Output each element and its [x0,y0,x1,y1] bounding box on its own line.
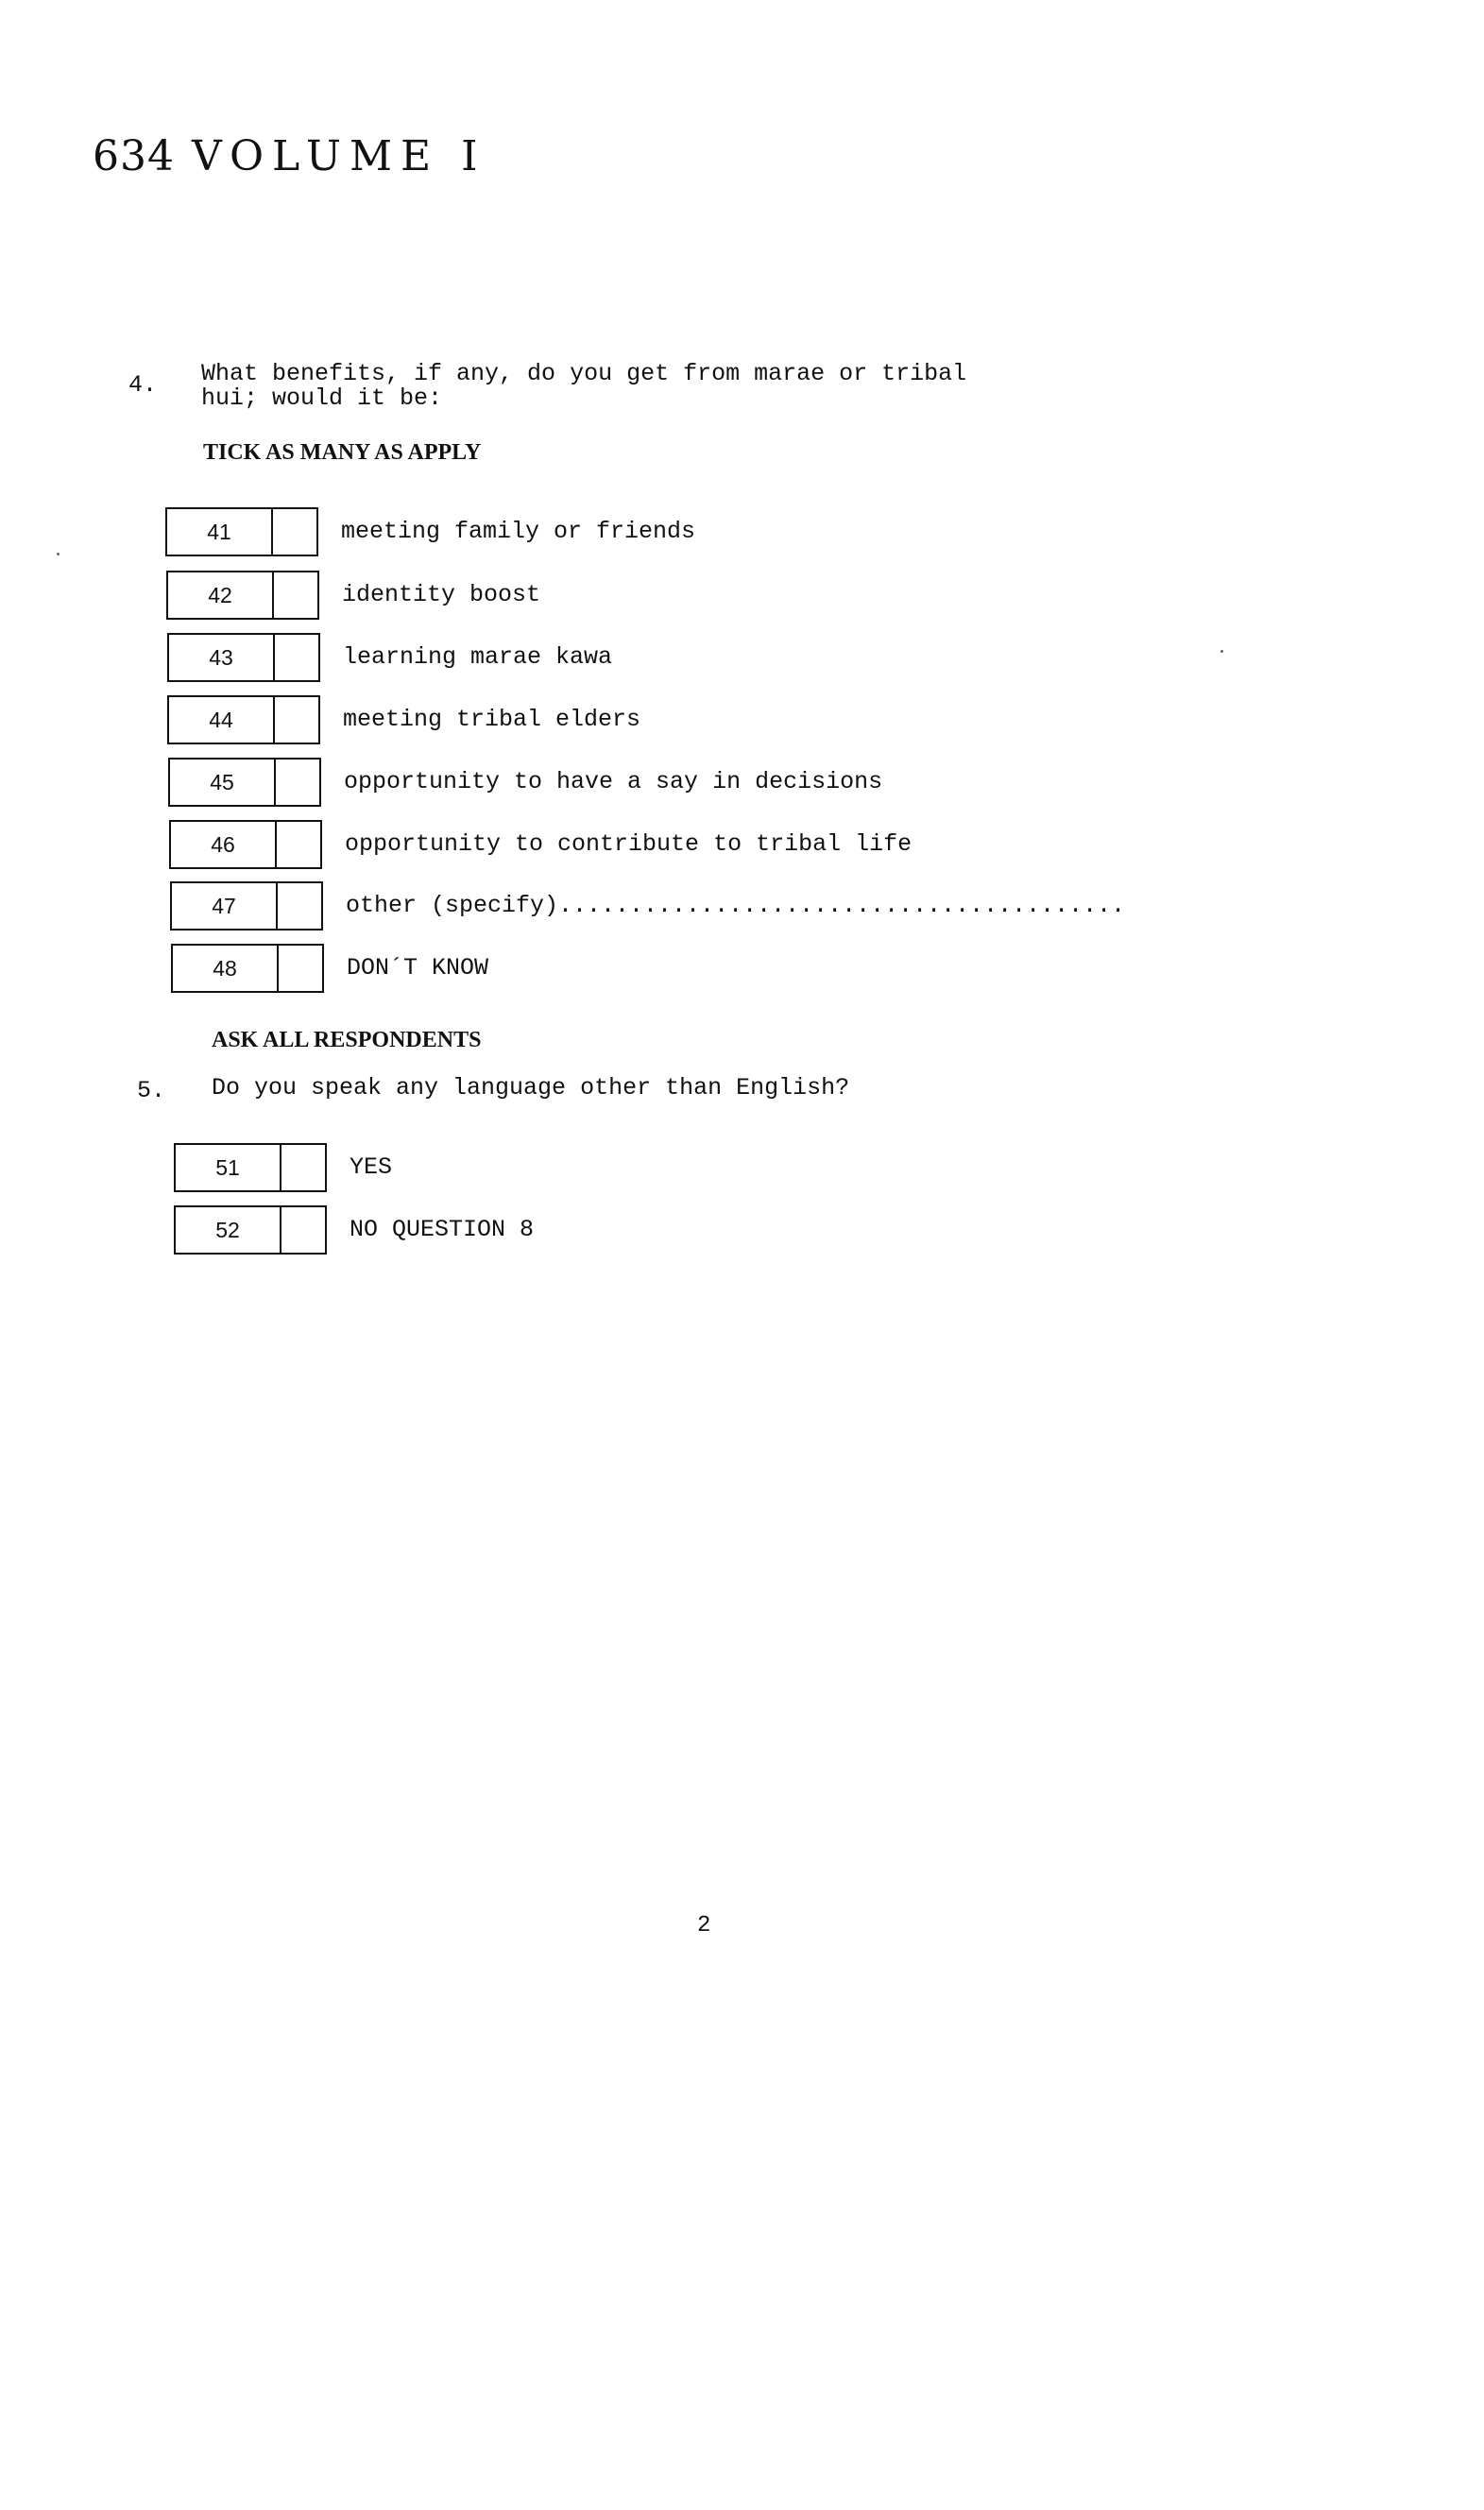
option-label: meeting family or friends [341,518,696,545]
code-box[interactable] [171,944,324,993]
code-number: 51 [176,1145,281,1190]
option-label: opportunity to have a say in decisions [344,768,883,795]
tick-checkbox[interactable] [276,760,319,805]
scan-speck [57,553,60,555]
option-44[interactable] [167,694,640,745]
code-number: 46 [171,822,277,867]
question-5-number: 5. [137,1077,166,1104]
option-42[interactable] [166,570,540,621]
option-label: opportunity to contribute to tribal life [345,830,913,858]
option-label: learning marae kawa [343,643,613,671]
code-box[interactable] [174,1143,327,1192]
code-box[interactable] [167,633,320,682]
option-52[interactable] [174,1204,534,1255]
tick-checkbox[interactable] [281,1207,325,1253]
code-number: 42 [168,572,274,618]
option-47[interactable] [170,880,1125,931]
option-51[interactable] [174,1142,392,1193]
code-box[interactable] [169,820,322,869]
code-box[interactable] [166,571,319,620]
option-43[interactable] [167,632,612,683]
code-number: 52 [176,1207,281,1253]
question-4-text-line2: hui; would it be: [201,384,443,412]
code-number: 45 [170,760,276,805]
tick-checkbox[interactable] [275,635,318,680]
code-number: 41 [167,509,273,555]
scan-speck [1220,650,1223,653]
header-volume: VOLUME I [191,132,486,180]
option-41[interactable] [165,506,695,557]
code-box[interactable] [168,758,321,807]
question-4-instruction: TICK AS MANY AS APPLY [203,440,482,465]
code-box[interactable] [174,1205,327,1255]
code-box[interactable] [167,695,320,744]
question-5-pre-instruction: ASK ALL RESPONDENTS [212,1028,482,1052]
tick-checkbox[interactable] [275,697,318,743]
tick-checkbox[interactable] [278,883,321,929]
code-number: 43 [169,635,275,680]
option-label: YES [350,1153,393,1181]
question-5-text: Do you speak any language other than English? [212,1074,850,1101]
code-number: 47 [172,883,278,929]
code-box[interactable] [165,507,318,556]
code-number: 48 [173,946,279,991]
code-box[interactable] [170,881,323,931]
code-number: 44 [169,697,275,743]
option-45[interactable] [168,757,882,808]
header-page-number: 634 [93,132,175,180]
tick-checkbox[interactable] [274,572,317,618]
option-48[interactable] [171,943,488,994]
tick-checkbox[interactable] [273,509,316,555]
page-header [93,132,486,180]
option-label: NO QUESTION 8 [350,1216,535,1243]
question-4-text [201,362,966,411]
option-label: meeting tribal elders [343,706,641,733]
option-label: DON´T KNOW [347,954,489,982]
option-label: identity boost [342,581,541,608]
tick-checkbox[interactable] [277,822,320,867]
question-4-text-line1: What benefits, if any, do you get from marae or tribal [201,360,967,387]
option-46[interactable] [169,819,912,870]
page-footer-number: 2 [697,1913,711,1938]
tick-checkbox[interactable] [281,1145,325,1190]
question-4-number: 4. [128,371,158,399]
tick-checkbox[interactable] [279,946,322,991]
option-label: other (specify)........................................ [346,892,1126,919]
